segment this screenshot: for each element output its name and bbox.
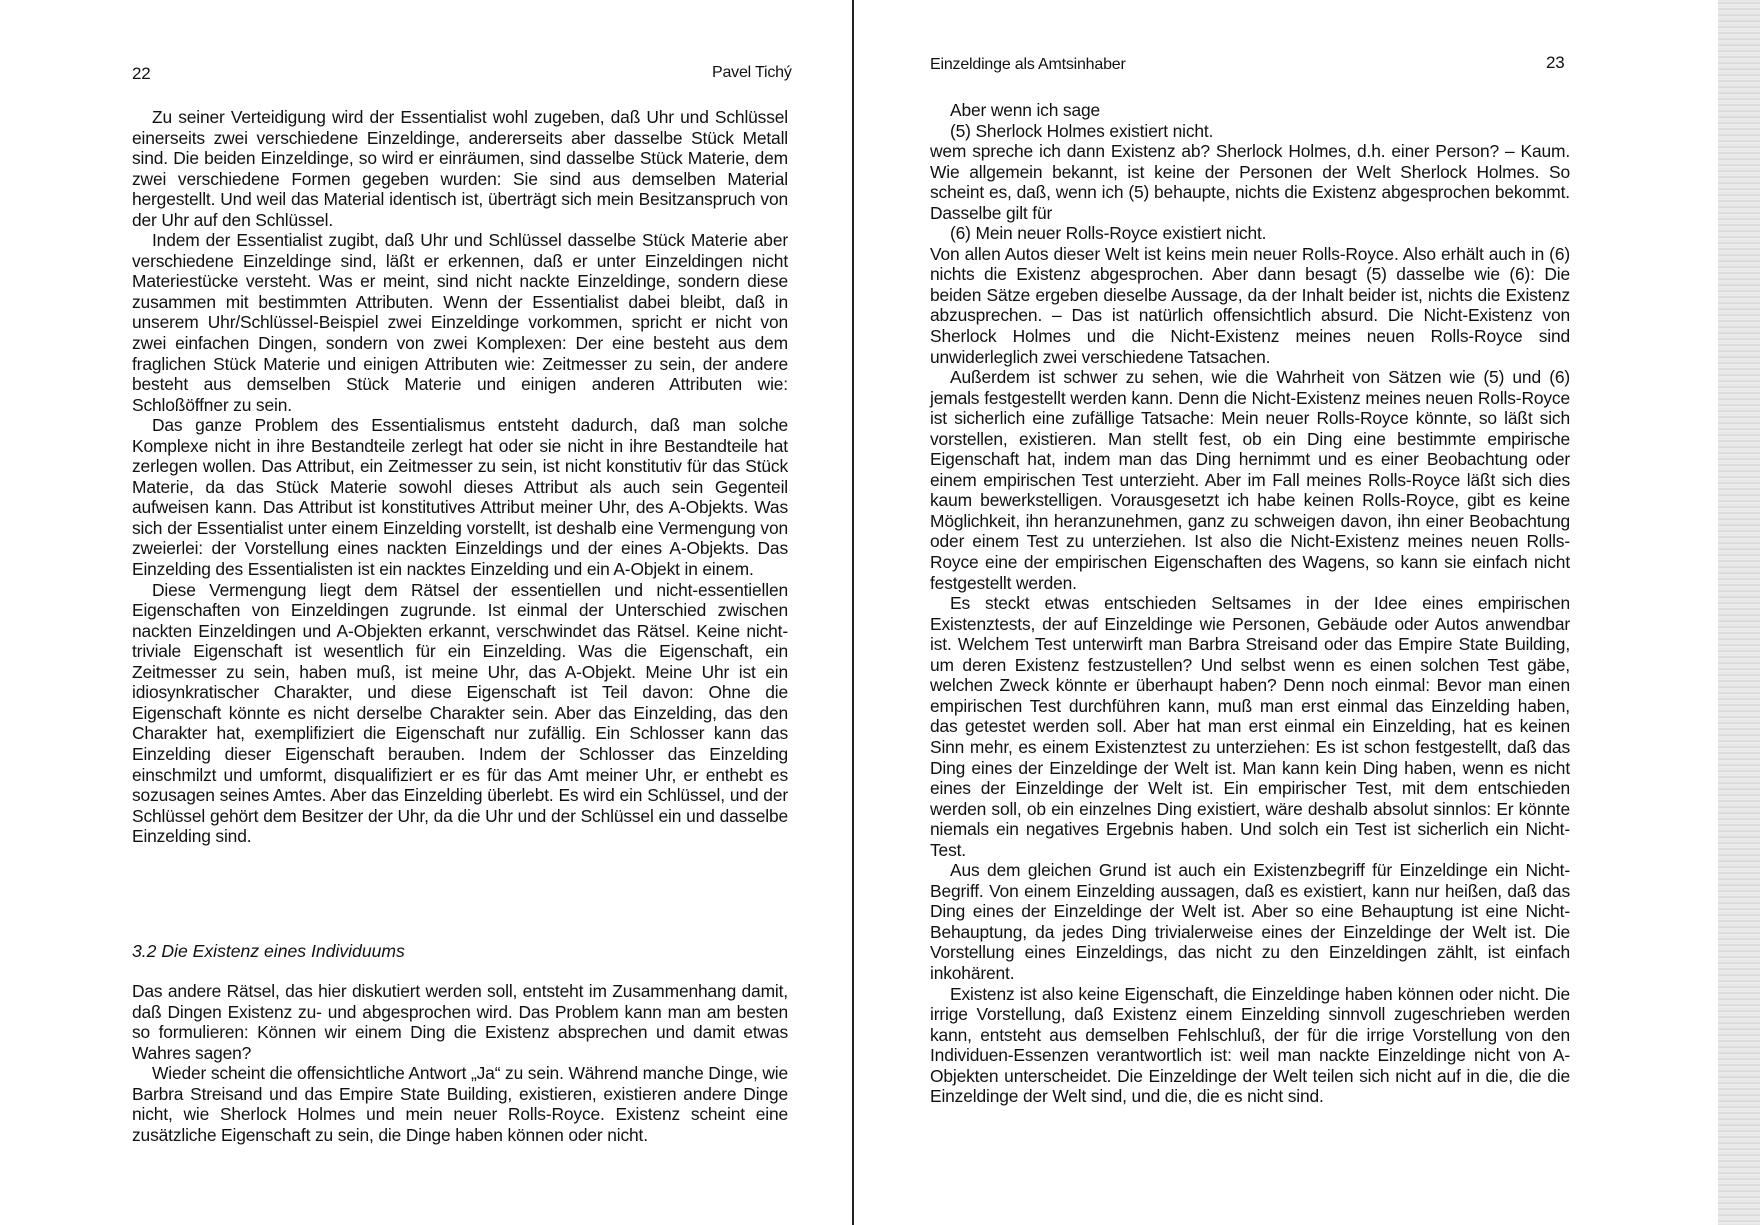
left-page xyxy=(0,0,852,1225)
paragraph: Aus dem gleichen Grund ist auch ein Existenzbegriff für Einzeldinge ein Nicht-Begriff. Von einem Einzelding aussagen, daß es existiert, kann nur heißen, daß das Ding eines der Einzeldinge der Welt ist. Aber so eine Behauptung ist eine Nicht-Behauptung, da jedes Ding trivialerweise eines der Einzeldinge der Welt ist. Die Vorstellung eines Einzeldings, das nicht zu den Einzeldingen zählt, ist einfach inkohärent. xyxy=(930,860,1570,983)
page-edge-shadow xyxy=(1718,0,1760,1225)
left-body-text xyxy=(132,107,788,847)
example-6: (6) Mein neuer Rolls-Royce existiert nicht. xyxy=(950,223,1267,244)
gutter-divider xyxy=(852,0,854,1225)
paragraph: Das ganze Problem des Essentialismus entsteht dadurch, daß man solche Komplexe nicht in ihre Bestandteile zerlegt hat oder sie nicht in ihre Bestandteile hat zerlegen wollen. Das Attribut, ein Zeitmesser zu sein, ist nicht konstitutiv für das Stück Materie, da das Stück Materie sowohl dieses Attribut als auch sein Gegenteil aufweisen kann. Das Attribut ist konstitutives Attribut meiner Uhr, des A-Objekts. Was sich der Essentialist unter einem Einzelding vorstellt, ist deshalb eine Vermengung von zweierlei: der Vorstellung eines nackten Einzeldings und der eines A-Objekts. Das Einzelding des Essentialisten ist ein nacktes Einzelding und ein A-Objekt in einem. xyxy=(132,415,788,580)
page-number-right: 23 xyxy=(1546,53,1565,72)
example-5: (5) Sherlock Holmes existiert nicht. xyxy=(950,120,1214,141)
paragraph: Außerdem ist schwer zu sehen, wie die Wahrheit von Sätzen wie (5) und (6) jemals festgestellt werden kann. Denn die Nicht-Existenz meines neuen Rolls-Royce ist sicherlich eine zufällige Tatsache: Mein neuer Rolls-Royce könnte, so läßt sich vorstellen, existieren. Man stellt fest, ob ein Ding eine bestimmte empirische Eigenschaft hat, indem man das Ding hernimmt und es einer Beobachtung oder einem empirischen Test unterzieht. Aber im Fall meines Rolls-Royce läßt sich dies kaum bewerkstelligen. Vorausgesetzt ich habe keinen Rolls-Royce, gibt es keine Möglichkeit, ihn heranzunehmen, ganz zu schweigen davon, ihn einer Beobachtung oder einem Test zu unterziehen. Ist also die Nicht-Existenz meines neuen Rolls-Royce eine der empirischen Eigenschaften des Wagens, so kann sie einfach nicht festgestellt werden. xyxy=(930,367,1570,593)
paragraph: Existenz ist also keine Eigenschaft, die Einzeldinge haben können oder nicht. Die irrige Vorstellung, daß Existenz einem Einzelding sinnvoll zugeschrieben werden kann, entsteht aus demselben Fehlschluß, der für die irrige Vorstellung von den Individuen-Essenzen verantwortlich ist: weil man nackte Einzeldinge nicht von A-Objekten unterscheidet. Die Einzeldinge der Welt teilen sich nicht auf in die, die die Einzeldinge der Welt sind, und die, die es nicht sind. xyxy=(930,983,1570,1107)
paragraph: Das andere Rätsel, das hier diskutiert werden soll, entsteht im Zusammenhang damit, daß Dingen Existenz zu- und abgesprochen wird. Das Problem kann man am besten so formulieren: Können wir einem Ding die Existenz absprechen und damit etwas Wahres sagen? xyxy=(132,981,788,1063)
running-head-right: Einzeldinge als Amtsinhaber xyxy=(930,56,1126,73)
paragraph: Von allen Autos dieser Welt ist keins mein neuer Rolls-Royce. Also erhält auch in (6) nichts die Existenz abgesprochen. Aber dann besagt (5) dasselbe wie (6): Die beiden Sätze ergeben dieselbe Aussage, da der Inhalt beider ist, nichts die Existenz abzusprechen. – Das ist natürlich offensichtlich absurd. Die Nicht-Existenz von Sherlock Holmes und die Nicht-Existenz meines neuen Rolls-Royce sind unwiderleglich zwei verschiedene Tatsachen. xyxy=(930,243,1570,367)
running-head-left: Pavel Tichý xyxy=(712,64,792,81)
paragraph: Wieder scheint die offensichtliche Antwort „Ja“ zu sein. Während manche Dinge, wie Barbra Streisand und das Empire State Building, existieren, existieren andere Dinge nicht, wie Sherlock Holmes und mein neuer Rolls-Royce. Existenz scheint eine zusätzliche Eigenschaft zu sein, die Dinge haben können oder nicht. xyxy=(132,1063,788,1145)
right-page xyxy=(856,0,1716,1225)
page-number-left: 22 xyxy=(132,64,151,83)
left-section-text xyxy=(132,981,788,1145)
right-body-text xyxy=(930,100,1570,1107)
paragraph: Es steckt etwas entschieden Seltsames in der Idee eines empirischen Existenztests, der auf Einzeldinge wie Personen, Gebäude oder Autos anwendbar ist. Welchem Test unterwirft man Barbra Streisand oder das Empire State Building, um deren Existenz festzustellen? Und selbst wenn es einen solchen Test gäbe, welchen Zweck könnte er überhaupt haben? Denn noch einmal: Bevor man einen empirischen Test durchführen kann, muß man erst einmal das Einzelding haben, das getestet werden soll. Aber hat man erst einmal ein Einzelding, hat es keinen Sinn mehr, es einem Existenztest zu unterziehen: Es ist schon festgestellt, daß das Ding eines der Einzeldinge der Welt ist. Man kann kein Ding haben, wenn es nicht eines der Einzeldinge der Welt ist. Ein empirischer Test, mit dem entschieden werden soll, ob ein einzelnes Ding existiert, wäre deshalb absolut sinnlos: Er könnte niemals ein negatives Ergebnis haben. Und solch ein Test ist sicherlich ein Nicht-Test. xyxy=(930,593,1570,860)
paragraph: wem spreche ich dann Existenz ab? Sherlock Holmes, d.h. einer Person? – Kaum. Wie allgemein bekannt, ist keine der Personen der Welt Sherlock Holmes. So scheint es, daß, wenn ich (5) behaupte, nichts die Existenz abgesprochen bekommt. Dasselbe gilt für xyxy=(930,141,1570,223)
intro-line: Aber wenn ich sage xyxy=(950,100,1101,120)
paragraph: Indem der Essentialist zugibt, daß Uhr und Schlüssel dasselbe Stück Materie aber verschiedene Einzeldinge sind, läßt er erkennen, daß er unter Einzeldingen nicht Materiestücke versteht. Was er meint, sind nicht nackte Einzeldinge, sondern diese zusammen mit bestimmten Attributen. Wenn der Essentialist dabei bleibt, daß in unserem Uhr/Schlüssel-Beispiel zwei Einzeldinge vorkommen, spricht er nicht von zwei einfachen Dingen, sondern von zwei Komplexen: Der eine besteht aus dem fraglichen Stück Materie und einigen Attributen wie: Zeitmesser zu sein, der andere besteht aus demselben Stück Materie und einigen anderen Attributen wie: Schloßöffner zu sein. xyxy=(132,230,788,415)
section-heading: 3.2 Die Existenz eines Individuums xyxy=(132,941,405,961)
paragraph: Diese Vermengung liegt dem Rätsel der essentiellen und nicht-essentiellen Eigenschaften von Einzeldingen zugrunde. Ist einmal der Unterschied zwischen nackten Einzeldingen und A-Objekten erkannt, verschwindet das Rätsel. Keine nicht-triviale Eigenschaft ist wesentlich für ein Einzelding. Was die Eigenschaft, ein Zeitmesser zu sein, haben muß, ist meine Uhr, das A-Objekt. Meine Uhr ist ein idiosynkratischer Charakter, und diese Eigenschaft ist Teil davon: Ohne die Eigenschaft könnte es nicht derselbe Charakter sein. Aber das Einzelding, das den Charakter hat, exemplifiziert die Eigenschaft nur zufällig. Ein Schlosser kann das Einzelding dieser Eigenschaft berauben. Indem der Schlosser das Einzelding einschmilzt und umformt, disqualifiziert er es für das Amt meiner Uhr, er enthebt es sozusagen seines Amtes. Aber das Einzelding überlebt. Es wird ein Schlüssel, und der Schlüssel gehört dem Besitzer der Uhr, da die Uhr und der Schlüssel ein und dasselbe Einzelding sind. xyxy=(132,579,788,847)
paragraph: Zu seiner Verteidigung wird der Essentialist wohl zugeben, daß Uhr und Schlüssel einerseits zwei verschiedene Einzeldinge, andererseits aber dasselbe Stück Metall sind. Die beiden Einzeldinge, so wird er einräumen, sind dasselbe Stück Materie, dem zwei verschiedene Formen gegeben wurden: Sie sind aus demselben Material hergestellt. Und weil das Material identisch ist, überträgt sich mein Besitzanspruch von der Uhr auf den Schlüssel. xyxy=(132,107,788,230)
